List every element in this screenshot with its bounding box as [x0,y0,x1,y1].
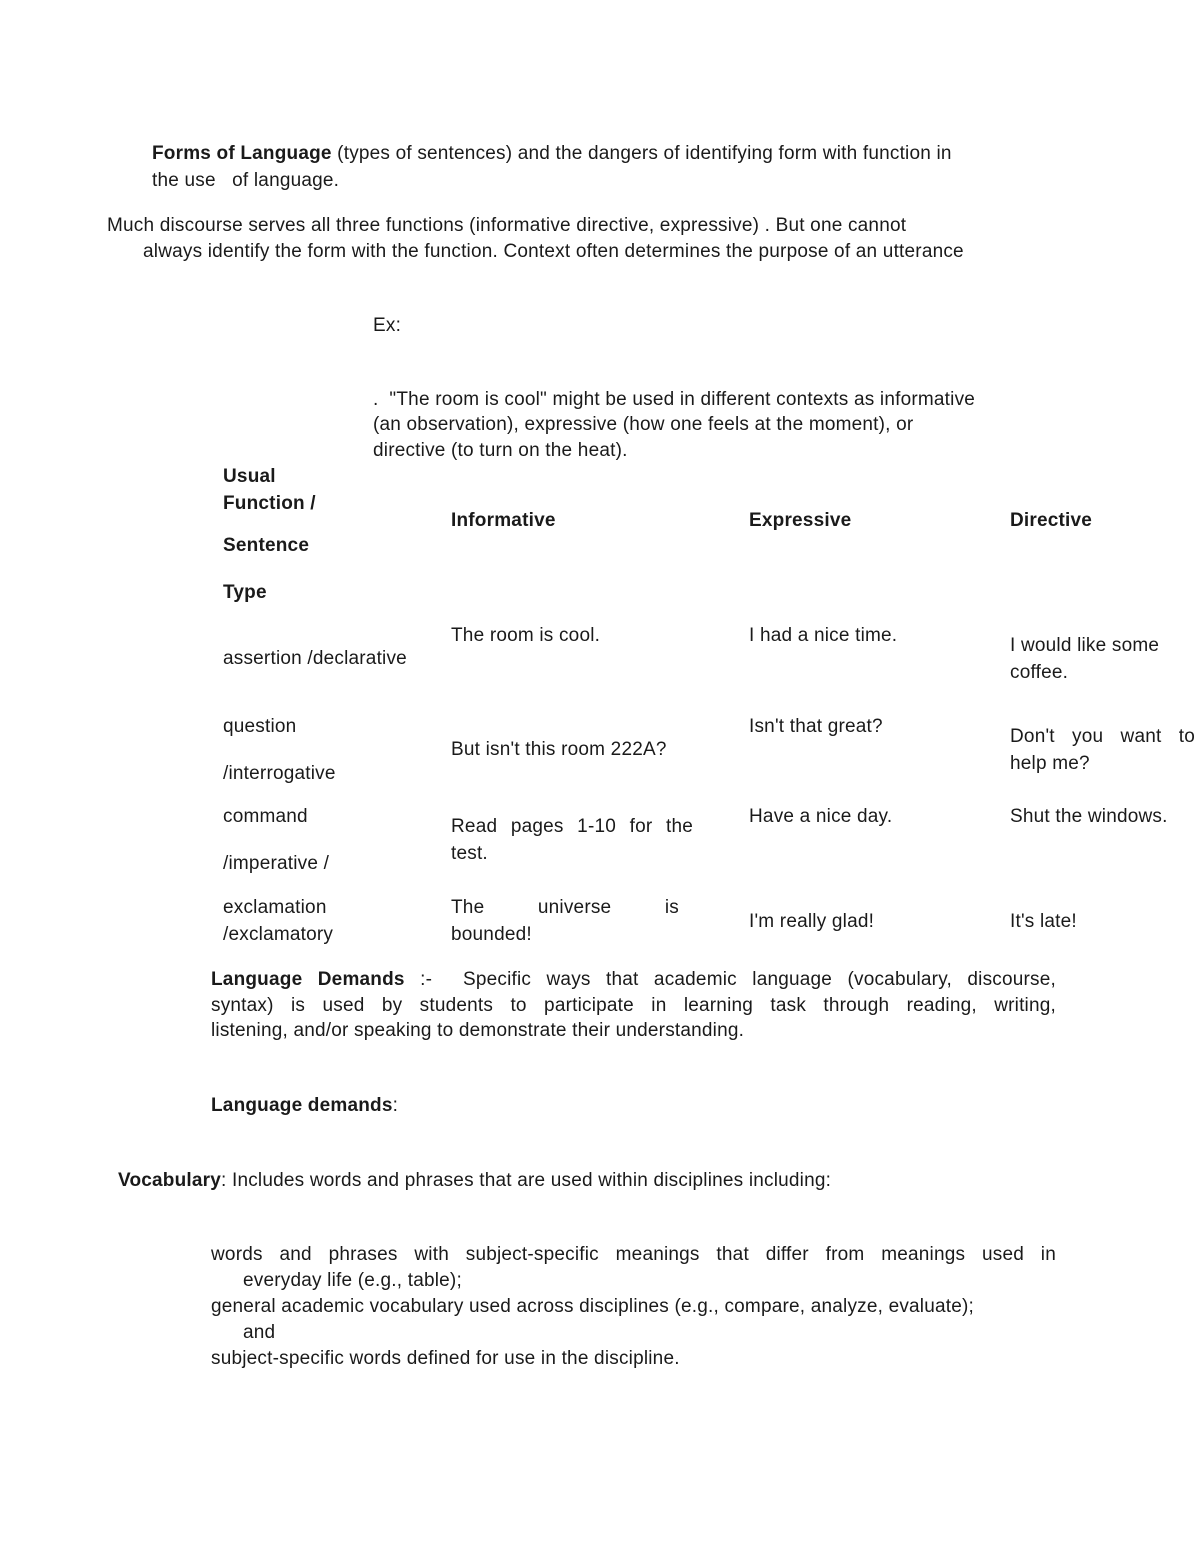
header-informative: Informative [451,510,556,531]
vocabulary-item-1-line-1: words and phrases with subject-specific meanings that differ from meanings used in [211,1244,1056,1265]
language-demands-line-1: Language Demands :- Specific ways that academic language (vocabulary, discourse, [211,969,1056,990]
row-2-expressive: Isn't that great? [749,716,883,737]
header-expressive: Expressive [749,510,852,531]
row-1-informative: The room is cool. [451,625,601,646]
row-1-expressive: I had a nice time. [749,625,898,646]
vocabulary-item-2-line-2: and [243,1322,276,1343]
example-label: Ex: [373,315,402,336]
row-3-type-line-1: command [223,806,308,827]
language-demands-line-3: listening, and/or speaking to demonstrate their understanding. [211,1020,745,1041]
header-type-line-2: Function / [223,493,316,514]
title-line [152,141,1062,167]
row-4-type-line-2: /exclamatory [223,924,334,945]
row-4-informative-line-2: bounded! [451,924,532,945]
example-line-3: directive (to turn on the heat). [373,440,628,461]
row-2-type-line-1: question [223,716,297,737]
row-3-informative-line-1: Read pages 1-10 for the [451,816,693,837]
row-2-type-line-2: /interrogative [223,763,336,784]
row-2-informative: But isn't this room 222A? [451,739,667,760]
vocabulary-label: Vocabulary [118,1170,222,1191]
row-4-directive: It's late! [1010,911,1077,932]
row-3-informative-line-2: test. [451,843,488,864]
example-line-1: . "The room is cool" might be used in different contexts as informative [373,389,976,410]
row-1-directive-line-1: I would like some [1010,635,1160,656]
discourse-line-2: always identify the form with the function. Context often determines the purpose of an utterance [143,241,964,262]
header-directive: Directive [1010,510,1093,531]
row-3-directive: Shut the windows. [1010,806,1168,827]
row-1-directive-line-2: coffee. [1010,662,1069,683]
row-4-informative-line-1: The universe is [451,897,679,918]
row-3-type-line-2: /imperative / [223,853,330,874]
discourse-line-1: Much discourse serves all three functions (informative directive, expressive) . But one cannot [107,215,907,236]
row-2-directive-line-1: Don't you want to [1010,726,1195,747]
row-4-expressive: I'm really glad! [749,911,875,932]
language-demands-subheading: Language demands: [211,1095,399,1116]
header-type-line-3: Sentence [223,535,310,556]
language-demands-heading: Language Demands [211,969,405,990]
example-line-2: (an observation), expressive (how one feels at the moment), or [373,414,914,435]
header-type-line-4: Type [223,582,267,603]
title-bold: Forms of Language [152,143,332,164]
title-rest: (types of sentences) and the dangers of identifying form with function in [331,143,952,164]
header-type-line-1: Usual [223,466,276,487]
vocabulary-line: Vocabulary: Includes words and phrases that are used within disciplines including: [118,1170,832,1191]
row-4-type-line-1: exclamation [223,897,327,918]
row-3-expressive: Have a nice day. [749,806,893,827]
vocabulary-item-2-line-1: general academic vocabulary used across disciplines (e.g., compare, analyze, evaluate); [211,1296,975,1317]
title-line-2: the use of language. [152,170,340,191]
language-demands-line-2: syntax) is used by students to participate in learning task through reading, writing, [211,995,1056,1016]
vocabulary-item-3: subject-specific words defined for use in the discipline. [211,1348,680,1369]
row-2-directive-line-2: help me? [1010,753,1090,774]
row-1-type: assertion /declarative [223,648,407,669]
vocabulary-item-1-line-2: everyday life (e.g., table); [243,1270,462,1291]
